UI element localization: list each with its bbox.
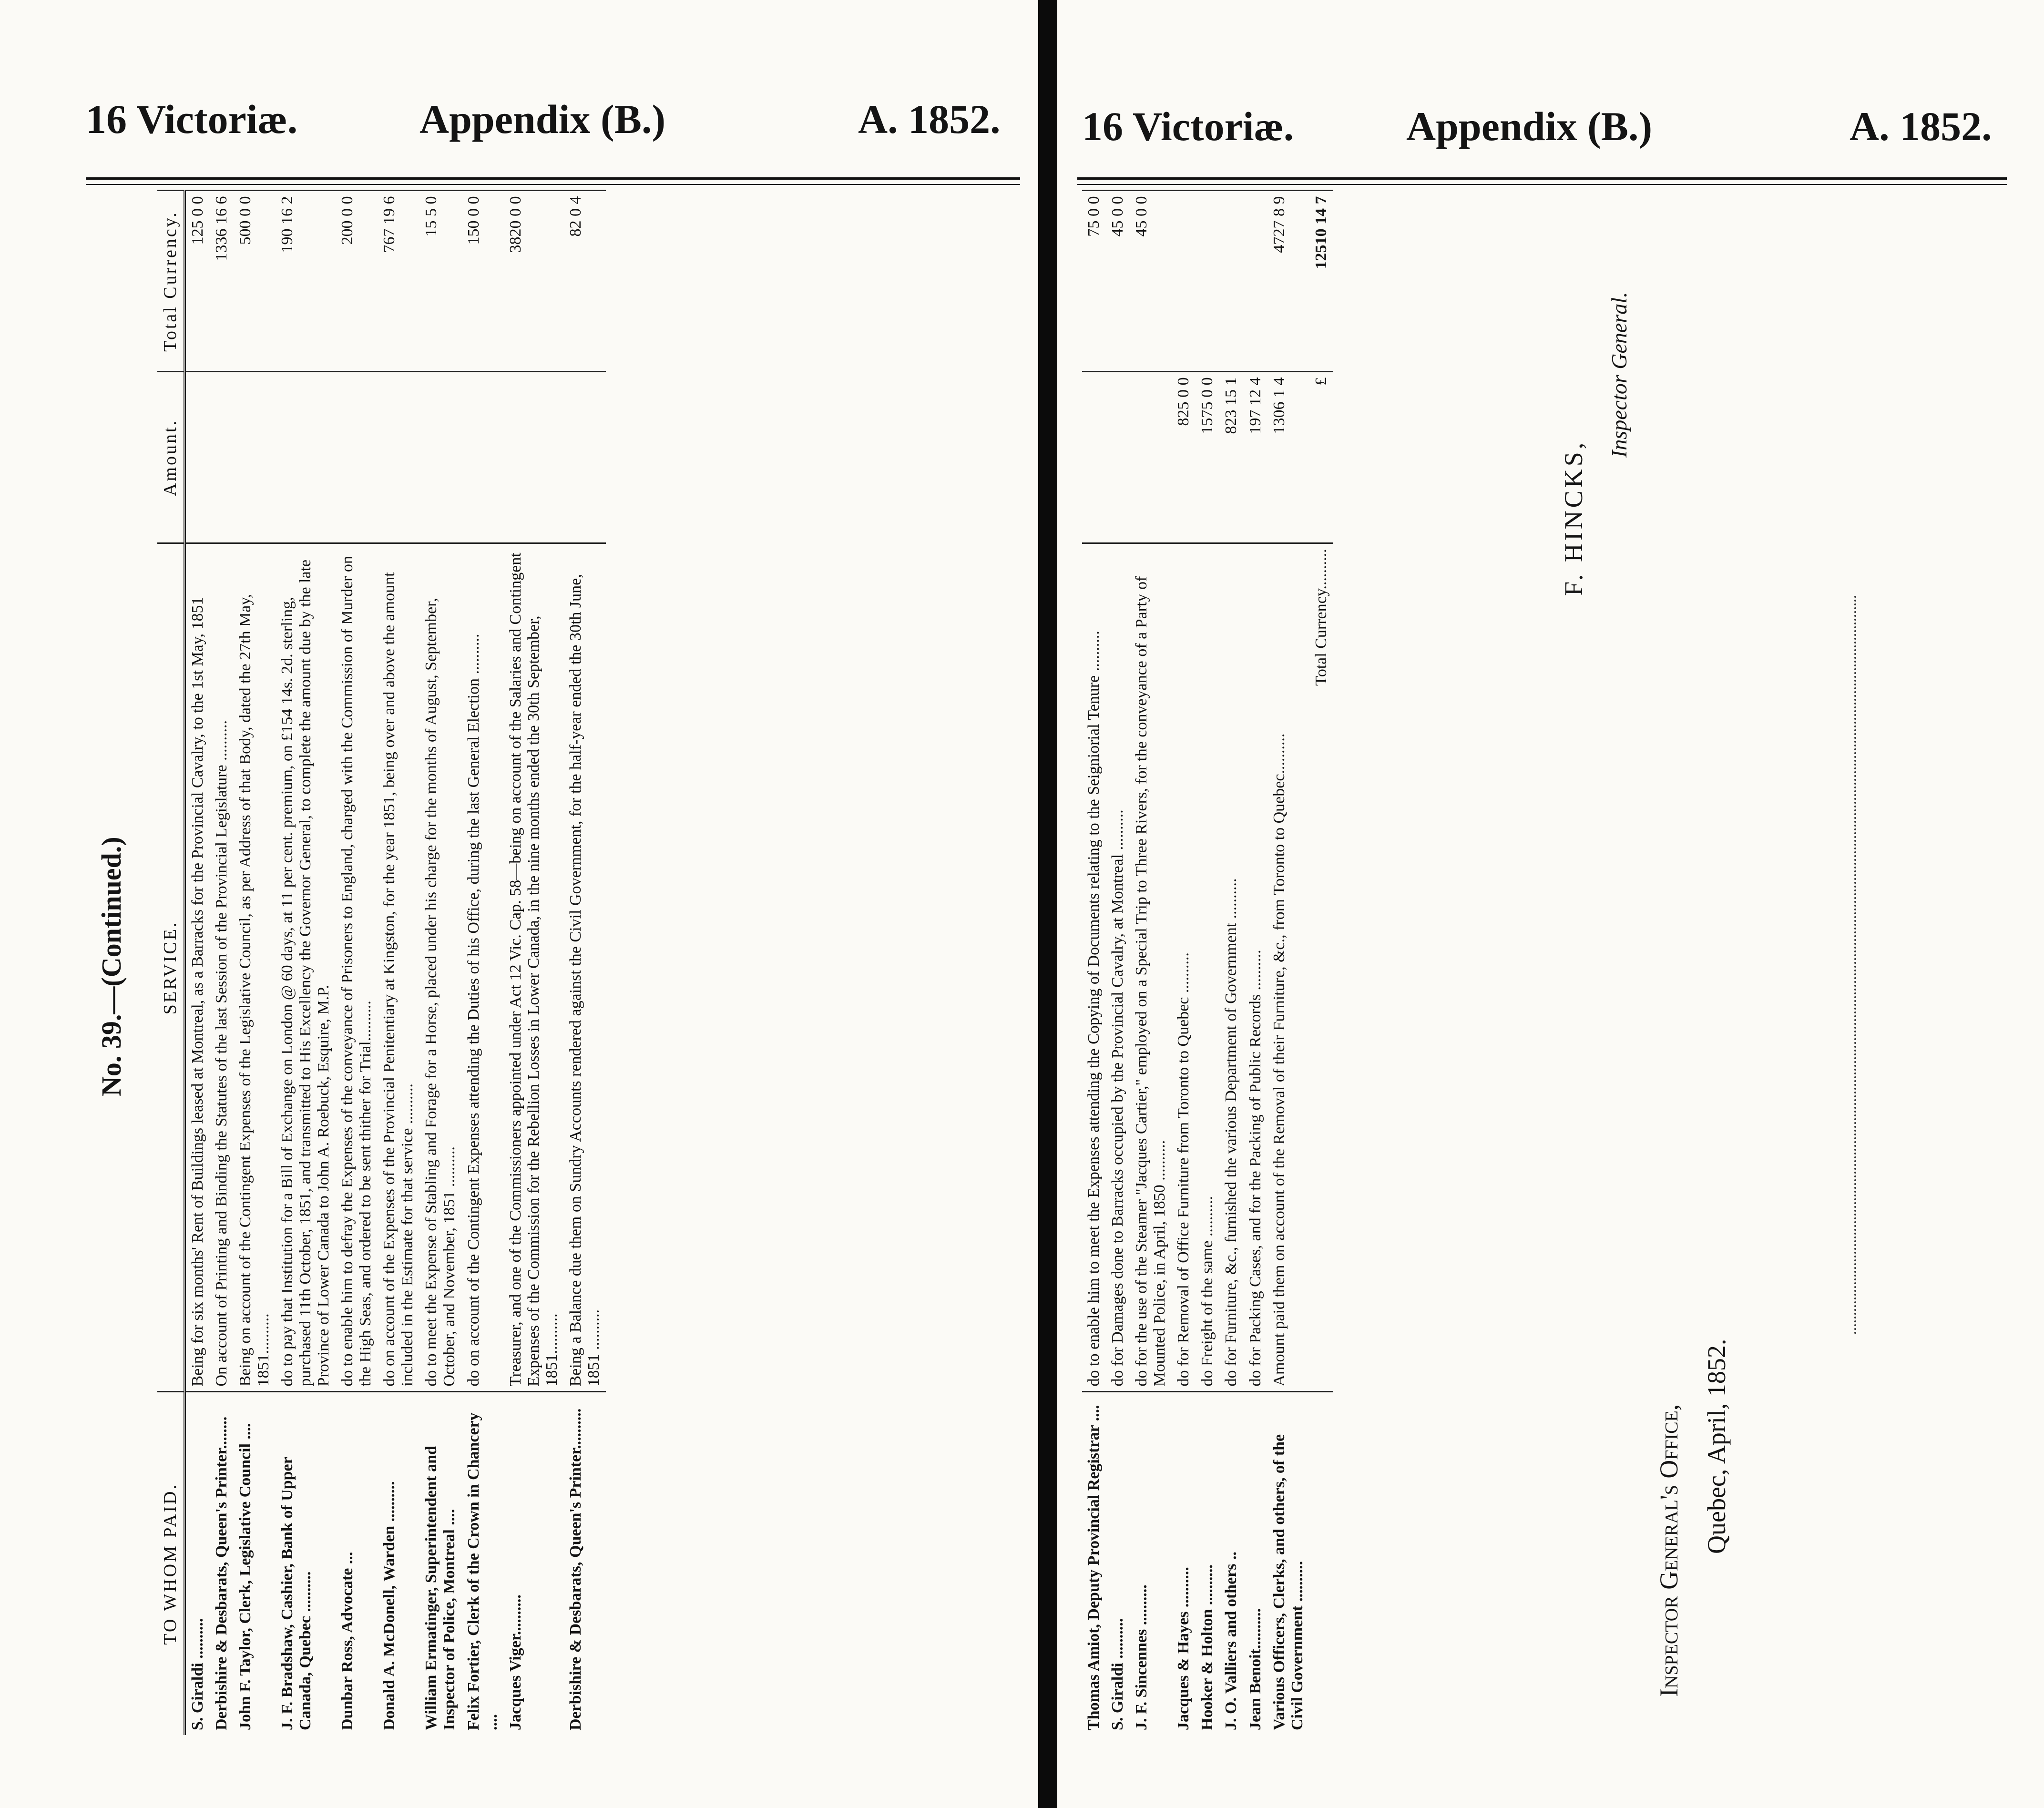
total-cell: 1336 16 6 (210, 191, 234, 372)
amount-cell (1082, 372, 1106, 543)
total-currency-label: Total Currency.......... (1309, 543, 1333, 1392)
left-header-appendix: Appendix (B.) (419, 96, 666, 142)
payee-cell: S. Giraldi .......... (1106, 1392, 1130, 1735)
service-cell: do for Packing Cases, and for the Packing of Public Records .......... (1244, 543, 1267, 1392)
total-cell: 75 0 0 (1082, 191, 1106, 372)
signatory-title: Inspector General. (1607, 292, 1631, 458)
table-row (1106, 191, 1130, 1735)
table-row (419, 191, 461, 1735)
payee-cell: Donald A. McDonell, Warden .......... (378, 1392, 419, 1735)
right-service-table (1082, 190, 1333, 1736)
col-header-service: SERVICE. (157, 543, 184, 1392)
service-cell: do to meet the Expense of Stabling and Forage for a Horse, placed under his charge for the months of August, September, October, and November, 1851 .......... (419, 543, 461, 1392)
table-row (234, 191, 276, 1735)
service-cell: do Freight of the same .......... (1196, 543, 1219, 1392)
total-cell: 125 0 0 (184, 191, 210, 372)
amount-cell (1130, 372, 1172, 543)
col-header-to-whom: TO WHOM PAID. (157, 1392, 184, 1735)
service-cell: Being on account of the Contingent Expenses of the Legislative Council, as per Address of that Body, dated the 27th May, 1851.......... (234, 543, 276, 1392)
col-header-amount: Amount. (157, 372, 184, 543)
table-row (1082, 191, 1106, 1735)
payee-cell: J. F. Sincennes .......... (1130, 1392, 1172, 1735)
total-cell (1172, 191, 1196, 372)
payee-cell: Jacques Viger.......... (504, 1392, 564, 1735)
total-cell: 767 19 6 (378, 191, 419, 372)
left-header-rule (86, 177, 1020, 180)
total-cell: 200 0 0 (336, 191, 378, 372)
amount-cell (1106, 372, 1130, 543)
service-cell: do on account of the Expenses of the Provincial Penitentiary at Kingston, for the year 1851, being over and above the amount included in the Estimate for that service .......... (378, 543, 419, 1392)
service-cell: do to pay that Institution for a Bill of Exchange on London @ 60 days, at 11 per cent. premium, on £154 14s. 2d. sterling, purchased 11th October, 1851, and transmitted to His Excellency the Governor General, to complete the amount due by the late Province of Lower Canada to John A. Roebuck, Esquire, M.P. (276, 543, 336, 1392)
service-cell: do for Damages done to Barracks occupied by the Provincial Cavalry, at Montreal .......... (1106, 543, 1130, 1392)
table-row (184, 191, 210, 1735)
right-header-rule (1077, 177, 2007, 180)
payee-cell: Derbishire & Desbarats, Queen's Printer........ (210, 1392, 234, 1735)
table-row (210, 191, 234, 1735)
right-header-regnal: 16 Victoriæ. (1082, 103, 1294, 149)
service-cell: do to enable him to defray the Expenses of the conveyance of Prisoners to England, charged with the Commission of Murder on the High Seas, and ordered to be sent thither for Trial.......... (336, 543, 378, 1392)
amount-cell: 1306 1 4 (1267, 372, 1309, 543)
grand-total: 12510 14 7 (1309, 191, 1333, 372)
payee-cell: Derbishire & Desbarats, Queen's Printer.......... (564, 1392, 606, 1735)
total-pound-sign: £ (1309, 372, 1333, 543)
service-cell: Amount paid them on account of the Removal of their Furniture, &c., from Toronto to Quebec.......... (1267, 543, 1309, 1392)
payee-cell: J. O. Valliers and others .. (1219, 1392, 1243, 1735)
amount-cell: 823 15 1 (1219, 372, 1243, 543)
amount-cell: 1575 0 0 (1196, 372, 1219, 543)
book-spine (1038, 0, 1057, 1808)
right-header-rule-thin (1077, 184, 2007, 185)
payee-cell: Hooker & Holton .......... (1196, 1392, 1219, 1735)
service-cell: Treasurer, and one of the Commissioners appointed under Act 12 Vic. Cap. 58—being on account of the Salaries and Contingent Expenses of the Commission for the Rebellion Losses in Lower Canada, in the nine months ended the 30th September, 1851.......... (504, 543, 564, 1392)
signatory-name: F. HINCKS, (1559, 439, 1588, 596)
table-row (1219, 191, 1243, 1735)
service-cell: do for Furniture, &c., furnished the various Department of Government .......... (1219, 543, 1243, 1392)
table-row (378, 191, 419, 1735)
service-cell: Being a Balance due them on Sundry Accounts rendered against the Civil Government, for the half-year ended the 30th June, 1851 .......... (564, 543, 606, 1392)
total-cell: 500 0 0 (234, 191, 276, 372)
service-cell: Being for six months' Rent of Buildings leased at Montreal, as a Barracks for the Provincial Cavalry, to the 1st May, 1851 (184, 543, 210, 1392)
amount-cell (564, 372, 606, 543)
amount-cell (276, 372, 336, 543)
payee-cell: William Ermatinger, Superintendent and Inspector of Police, Montreal .... (419, 1392, 461, 1735)
closing-flourish (1854, 596, 1859, 1335)
service-cell: do for Removal of Office Furniture from Toronto to Quebec .......... (1172, 543, 1196, 1392)
left-header-year: A. 1852. (858, 96, 1001, 142)
left-header-regnal: 16 Victoriæ. (86, 96, 298, 142)
amount-cell: 825 0 0 (1172, 372, 1196, 543)
payee-cell: Dunbar Ross, Advocate ... (336, 1392, 378, 1735)
payee-cell: Jean Benoit.......... (1244, 1392, 1267, 1735)
amount-cell (234, 372, 276, 543)
total-cell: 4727 8 9 (1267, 191, 1309, 372)
amount-cell (378, 372, 419, 543)
total-cell: 45 0 0 (1130, 191, 1172, 372)
table-row (276, 191, 336, 1735)
total-cell: 15 5 0 (419, 191, 461, 372)
office-name: Inspector General's Office, (1655, 1404, 1683, 1697)
total-cell: 45 0 0 (1106, 191, 1130, 372)
left-service-table (157, 190, 606, 1736)
service-cell: do to enable him to meet the Expenses attending the Copying of Documents relating to the Seigniorial Tenure .......... (1082, 543, 1106, 1392)
table-row (1172, 191, 1196, 1735)
amount-cell (210, 372, 234, 543)
table-row (1267, 191, 1309, 1735)
payee-cell: Various Officers, Clerks, and others, of the Civil Government .......... (1267, 1392, 1309, 1735)
col-header-total: Total Currency. (157, 191, 184, 372)
place-date: Quebec, April, 1852. (1702, 1338, 1731, 1554)
amount-cell (336, 372, 378, 543)
payee-cell: Felix Fortier, Clerk of the Crown in Chancery .... (462, 1392, 504, 1735)
amount-cell (419, 372, 461, 543)
total-cell: 190 16 2 (276, 191, 336, 372)
total-cell: 82 0 4 (564, 191, 606, 372)
table-row (564, 191, 606, 1735)
payee-cell: J. F. Bradshaw, Cashier, Bank of Upper Canada, Quebec .......... (276, 1392, 336, 1735)
payee-cell: S. Giraldi .......... (184, 1392, 210, 1735)
table-row (336, 191, 378, 1735)
right-table-wrapper (1082, 190, 1333, 1736)
table-row (504, 191, 564, 1735)
left-header-rule-thin (86, 184, 1020, 185)
table-row (462, 191, 504, 1735)
total-cell: 150 0 0 (462, 191, 504, 372)
right-header-appendix: Appendix (B.) (1406, 103, 1653, 149)
total-cell (1196, 191, 1219, 372)
table-row (1196, 191, 1219, 1735)
left-table-wrapper (157, 190, 606, 1736)
table-row (1244, 191, 1267, 1735)
right-header-year: A. 1852. (1850, 103, 1992, 149)
amount-cell (504, 372, 564, 543)
payee-cell: John F. Taylor, Clerk, Legislative Council .... (234, 1392, 276, 1735)
service-cell: do for the use of the Steamer "Jacques Cartier," employed on a Special Trip to Three Rivers, for the conveyance of a Party of Mounted Police, in April, 1850 .......... (1130, 543, 1172, 1392)
payee-cell: Thomas Amiot, Deputy Provincial Registrar .... (1082, 1392, 1106, 1735)
total-cell: 3820 0 0 (504, 191, 564, 372)
table-row (1130, 191, 1172, 1735)
service-cell: On account of Printing and Binding the Statutes of the last Session of the Provincial Legislature .......... (210, 543, 234, 1392)
table-title: No. 39.—(Continued.) (96, 837, 127, 1096)
amount-cell (462, 372, 504, 543)
amount-cell: 197 12 4 (1244, 372, 1267, 543)
total-cell (1244, 191, 1267, 372)
service-cell: do on account of the Contingent Expenses attending the Duties of his Office, during the last General Election .......... (462, 543, 504, 1392)
payee-cell: Jacques & Hayes .......... (1172, 1392, 1196, 1735)
total-cell (1219, 191, 1243, 372)
amount-cell (184, 372, 210, 543)
